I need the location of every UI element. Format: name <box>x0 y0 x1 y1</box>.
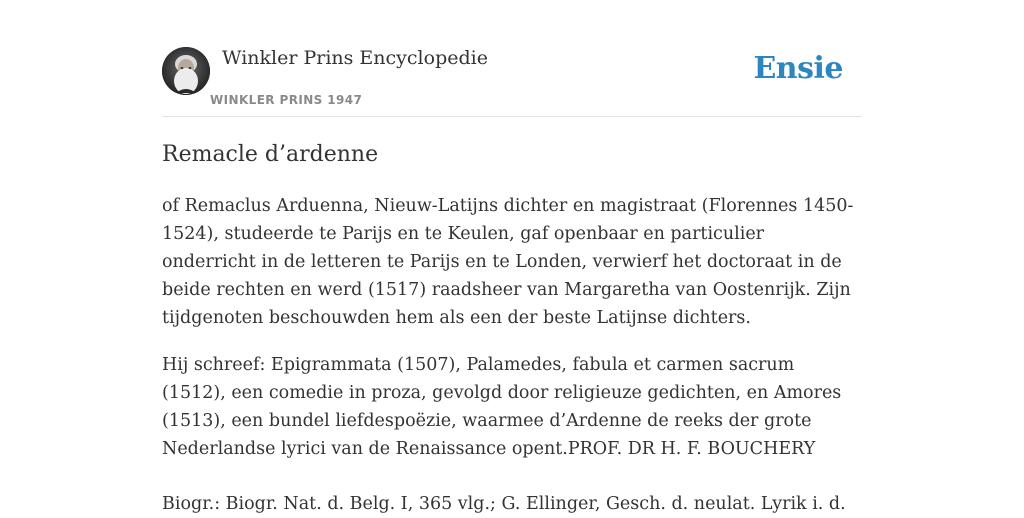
portrait-avatar-icon <box>162 47 210 95</box>
page-title: Remacle d’ardenne <box>162 142 379 167</box>
brand-logo[interactable]: Ensie <box>753 51 843 86</box>
article-paragraph: Hij schreef: Epigrammata (1507), Palamedes, fabula et carmen sacrum (1512), een comedie in proza, gevolgd door religieuze gedichten, en Amores (1513), een bundel liefdespoëzie, waarmee d’Ardenne de reeks der grote Nederlandse lyrici van de Renaissance opent.PROF. DR H. F. BOUCHERY <box>162 355 842 459</box>
source-title[interactable]: Winkler Prins Encyclopedie <box>222 47 488 69</box>
page <box>162 0 862 512</box>
bibliography-paragraph: Biogr.: Biogr. Nat. d. Belg. I, 365 vlg.; G. Ellinger, Gesch. d. neulat. Lyrik i. d. <box>162 494 846 514</box>
source-subtitle[interactable]: WINKLER PRINS 1947 <box>210 93 363 107</box>
source-header <box>162 40 862 117</box>
avatar[interactable] <box>162 47 210 95</box>
article-paragraph: of Remaclus Arduenna, Nieuw-Latijns dichter en magistraat (Florennes 1450-1524), studeerde te Parijs en te Keulen, gaf openbaar en particulier onderricht in de letteren te Parijs en te Londen, verwierf het doctoraat in de beide rechten en werd (1517) raadsheer van Margaretha van Oostenrijk. Zijn tijdgenoten beschouwden hem als een der beste Latijnse dichters. <box>162 196 854 328</box>
